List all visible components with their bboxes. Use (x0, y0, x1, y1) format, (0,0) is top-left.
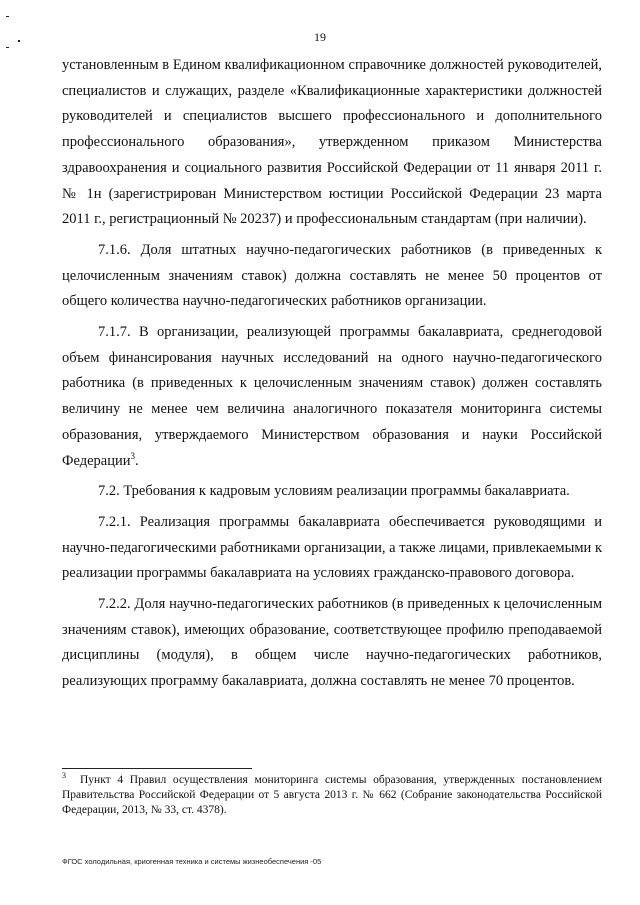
paragraph-7-1-7-text: 7.1.7. В организации, реализующей программы бакалавриата, среднегодовой объем финансирования научных исследований на одного научно-педагогического работника (в приведенных к целочисленным значениям ставок) должен составлять величину не менее чем величина аналогичного показателя мониторинга системы образования, утверждаемого Министерством образования и науки Российской Федерации (62, 324, 602, 469)
paragraph-continuation: установленным в Едином квалификационном справочнике должностей руководителей, специалистов и служащих, разделе «Квалификационные характеристики должностей руководителей и специалистов высшего профессионального и дополнительного профессионального образования», утвержденном приказом Министерства здравоохранения и социального развития Российской Федерации от 11 января 2011 г. № 1н (зарегистрирован Министерством юстиции Российской Федерации 23 марта 2011 г., регистрационный № 20237) и профессиональным стандартам (при наличии). (62, 57, 602, 228)
footnote-reference: 3 (130, 450, 135, 461)
scan-mark-top (6, 16, 9, 17)
paragraph-7-2-2: 7.2.2. Доля научно-педагогических работников (в приведенных к целочисленным значениям ставок), имеющих образование, соответствующее профилю преподаваемой дисциплины (модуля), в общем числе научно-педагогических работников, реализующих программу бакалавриата, должна составлять не менее 70 процентов. (62, 596, 602, 690)
document-body (62, 53, 602, 695)
paragraph-7-1-6: 7.1.6. Доля штатных научно-педагогических работников (в приведенных к целочисленным значениям ставок) должна составлять не менее 50 процентов от общего количества научно-педагогических работников организации. (62, 241, 602, 310)
scan-mark-left (6, 47, 9, 48)
footnote-text: Пункт 4 Правил осуществления мониторинга системы образования, утвержденных постановлением Правительства Российской Федерации от 5 августа 2013 г. № 662 (Собрание законодательства Российской Федерации, 2013, № 33, ст. 4378). (62, 774, 602, 816)
paragraph-7-2-1: 7.2.1. Реализация программы бакалавриата обеспечивается руководящими и научно-педагогическими работниками организации, а также лицами, привлекаемыми к реализации программы бакалавриата на условиях гражданско-правового договора. (62, 513, 602, 582)
footnote (62, 773, 602, 818)
page-footer: ФГОС холодильная, криогенная техника и системы жизнеобеспечения -05 (62, 857, 322, 866)
paragraph-7-1-7 (62, 320, 602, 474)
footnote-separator (62, 768, 252, 769)
paragraph-7-2: 7.2. Требования к кадровым условиям реализации программы бакалавриата. (98, 483, 570, 500)
paragraph-7-1-7-end: . (134, 452, 139, 469)
page-number: 19 (314, 30, 326, 44)
footnote-mark: 3 (62, 771, 66, 781)
